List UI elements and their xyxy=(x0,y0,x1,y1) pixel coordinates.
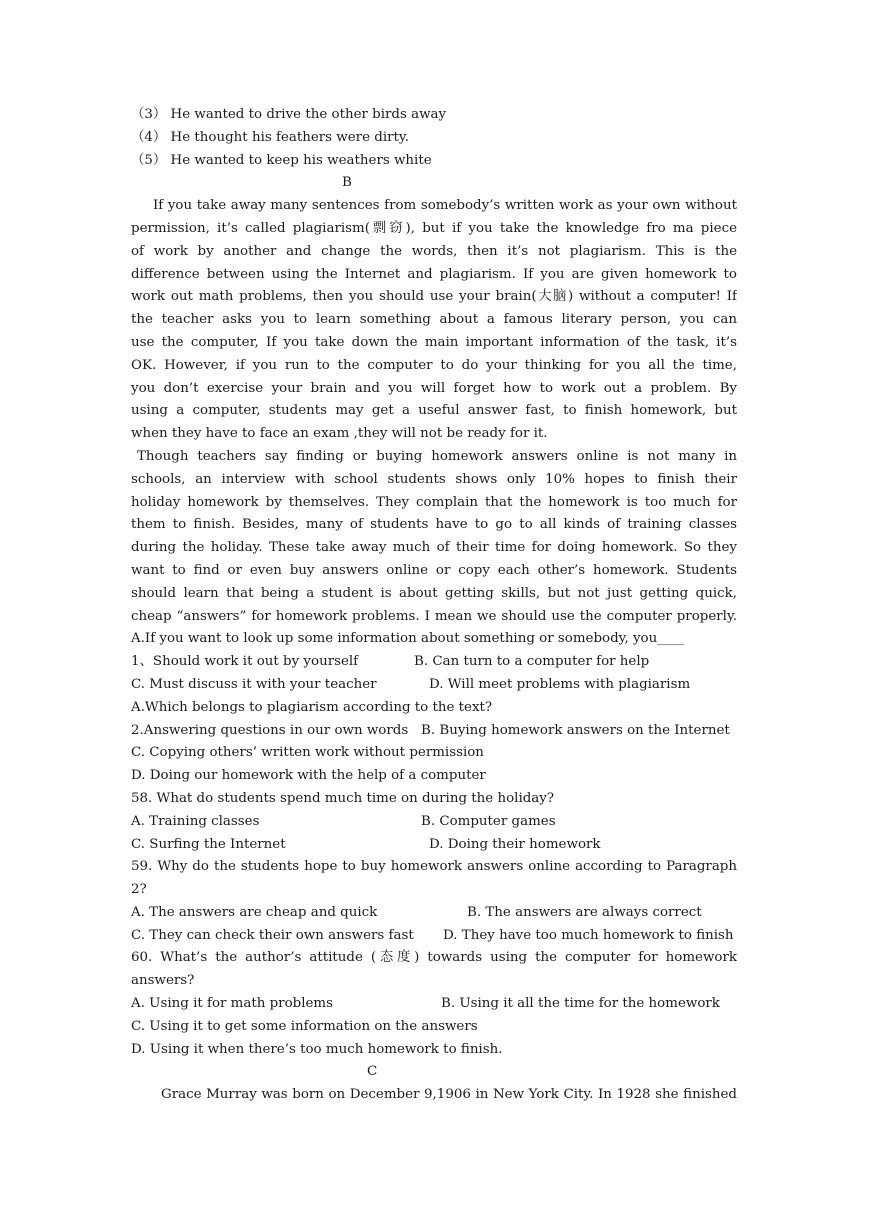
section-b-paragraph-2 xyxy=(131,446,737,628)
section-c-heading: C xyxy=(367,1064,378,1080)
option-b: B. Using it all the time for the homework xyxy=(441,996,720,1012)
option-row xyxy=(131,720,737,743)
text-line: work out math problems, then you should use your brain(大脑) without a computer! If xyxy=(131,289,737,305)
text-line: difference between using the Internet and plagiarism. If you are given homework to xyxy=(131,266,737,282)
text-line: use the computer, If you take down the main important information of the task, it’s xyxy=(131,334,737,350)
text-line: If you take away many sentences from somebody’s written work as your own without xyxy=(153,198,737,214)
question-stem: 58. What do students spend much time on during the holiday? xyxy=(131,790,555,806)
option-d: D. Using it when there’s too much homework to finish. xyxy=(131,1041,503,1057)
question-option: （3） He wanted to drive the other birds away xyxy=(131,107,447,122)
text-line: using a computer, students may get a useful answer fast, to finish homework, but xyxy=(131,403,737,419)
question-stem-continued: answers? xyxy=(131,973,195,989)
question-stem: 59. Why do the students hope to buy homework answers online according to Paragraph xyxy=(131,859,737,875)
document-body xyxy=(131,104,737,1107)
text-line: permission, it’s called plagiarism(剽窃), but if you take the knowledge fro ma piece xyxy=(131,220,737,236)
option-c: C. Must discuss it with your teacher xyxy=(131,676,377,692)
section-b-paragraph-1 xyxy=(131,195,737,446)
option-b: B. Can turn to a computer for help xyxy=(414,654,650,670)
option-c: C. They can check their own answers fast xyxy=(131,927,414,943)
option-d: D. Will meet problems with plagiarism xyxy=(429,676,691,692)
option-b: B. The answers are always correct xyxy=(467,904,702,920)
text-line: schools, an interview with school students shows only 10% hopes to finish their xyxy=(131,471,737,487)
option-row xyxy=(131,925,737,948)
section-b-heading: B xyxy=(342,175,352,191)
text-line: Though teachers say finding or buying homework answers online is not many in xyxy=(137,448,737,464)
text-line: during the holiday. These take away much of their time for doing homework. So they xyxy=(131,540,737,556)
option-a: 2.Answering questions in our own words xyxy=(131,722,409,738)
option-a: A. The answers are cheap and quick xyxy=(131,904,378,920)
section-c-first-line: Grace Murray was born on December 9,1906 in New York City. In 1928 she finished xyxy=(161,1087,737,1103)
option-c: C. Using it to get some information on the answers xyxy=(131,1018,478,1034)
option-c: C. Surfing the Internet xyxy=(131,836,286,852)
option-d: D. They have too much homework to finish xyxy=(443,927,734,943)
option-a: 1、Should work it out by yourself xyxy=(131,654,359,670)
text-line: cheap “answers” for homework problems. I mean we should use the computer properly. xyxy=(131,608,737,624)
text-line: OK. However, if you run to the computer to do your thinking for you all the time, xyxy=(131,357,737,373)
option-row xyxy=(131,902,737,925)
option-row xyxy=(131,993,737,1016)
option-d: D. Doing our homework with the help of a computer xyxy=(131,768,486,784)
text-line: the teacher asks you to learn something about a famous literary person, you can xyxy=(131,312,737,328)
question-stem: A.Which belongs to plagiarism according to the text? xyxy=(131,699,493,715)
option-row xyxy=(131,674,737,697)
option-row xyxy=(131,834,737,857)
text-line: you don’t exercise your brain and you will forget how to work out a problem. By xyxy=(131,380,737,396)
option-a: A. Using it for math problems xyxy=(131,996,333,1012)
text-line: holiday homework by themselves. They complain that the homework is too much for xyxy=(131,494,737,510)
text-line: should learn that being a student is about getting skills, but not just getting quick, xyxy=(131,585,737,601)
question-stem: A.If you want to look up some information about something or somebody, you____ xyxy=(131,631,684,647)
question-option: （5） He wanted to keep his weathers white xyxy=(131,152,432,168)
option-row xyxy=(131,651,737,674)
text-line: them to finish. Besides, many of students have to go to all kinds of training classes xyxy=(131,517,737,533)
option-row xyxy=(131,811,737,834)
option-b: B. Computer games xyxy=(421,813,556,829)
option-d: D. Doing their homework xyxy=(429,836,601,852)
option-c: C. Copying others’ written work without permission xyxy=(131,745,484,761)
question-stem: 60. What’s the author’s attitude (态度) towards using the computer for homework xyxy=(131,950,737,966)
text-line: of work by another and change the words, then it’s not plagiarism. This is the xyxy=(131,243,737,259)
text-line: when they have to face an exam ,they will not be ready for it. xyxy=(131,426,548,442)
text-line: want to find or even buy answers online or copy each other’s homework. Students xyxy=(131,562,737,578)
question-stem-continued: 2? xyxy=(131,882,147,898)
option-b: B. Buying homework answers on the Internet xyxy=(421,722,730,738)
option-a: A. Training classes xyxy=(131,813,260,829)
question-option: （4） He thought his feathers were dirty. xyxy=(131,129,409,145)
